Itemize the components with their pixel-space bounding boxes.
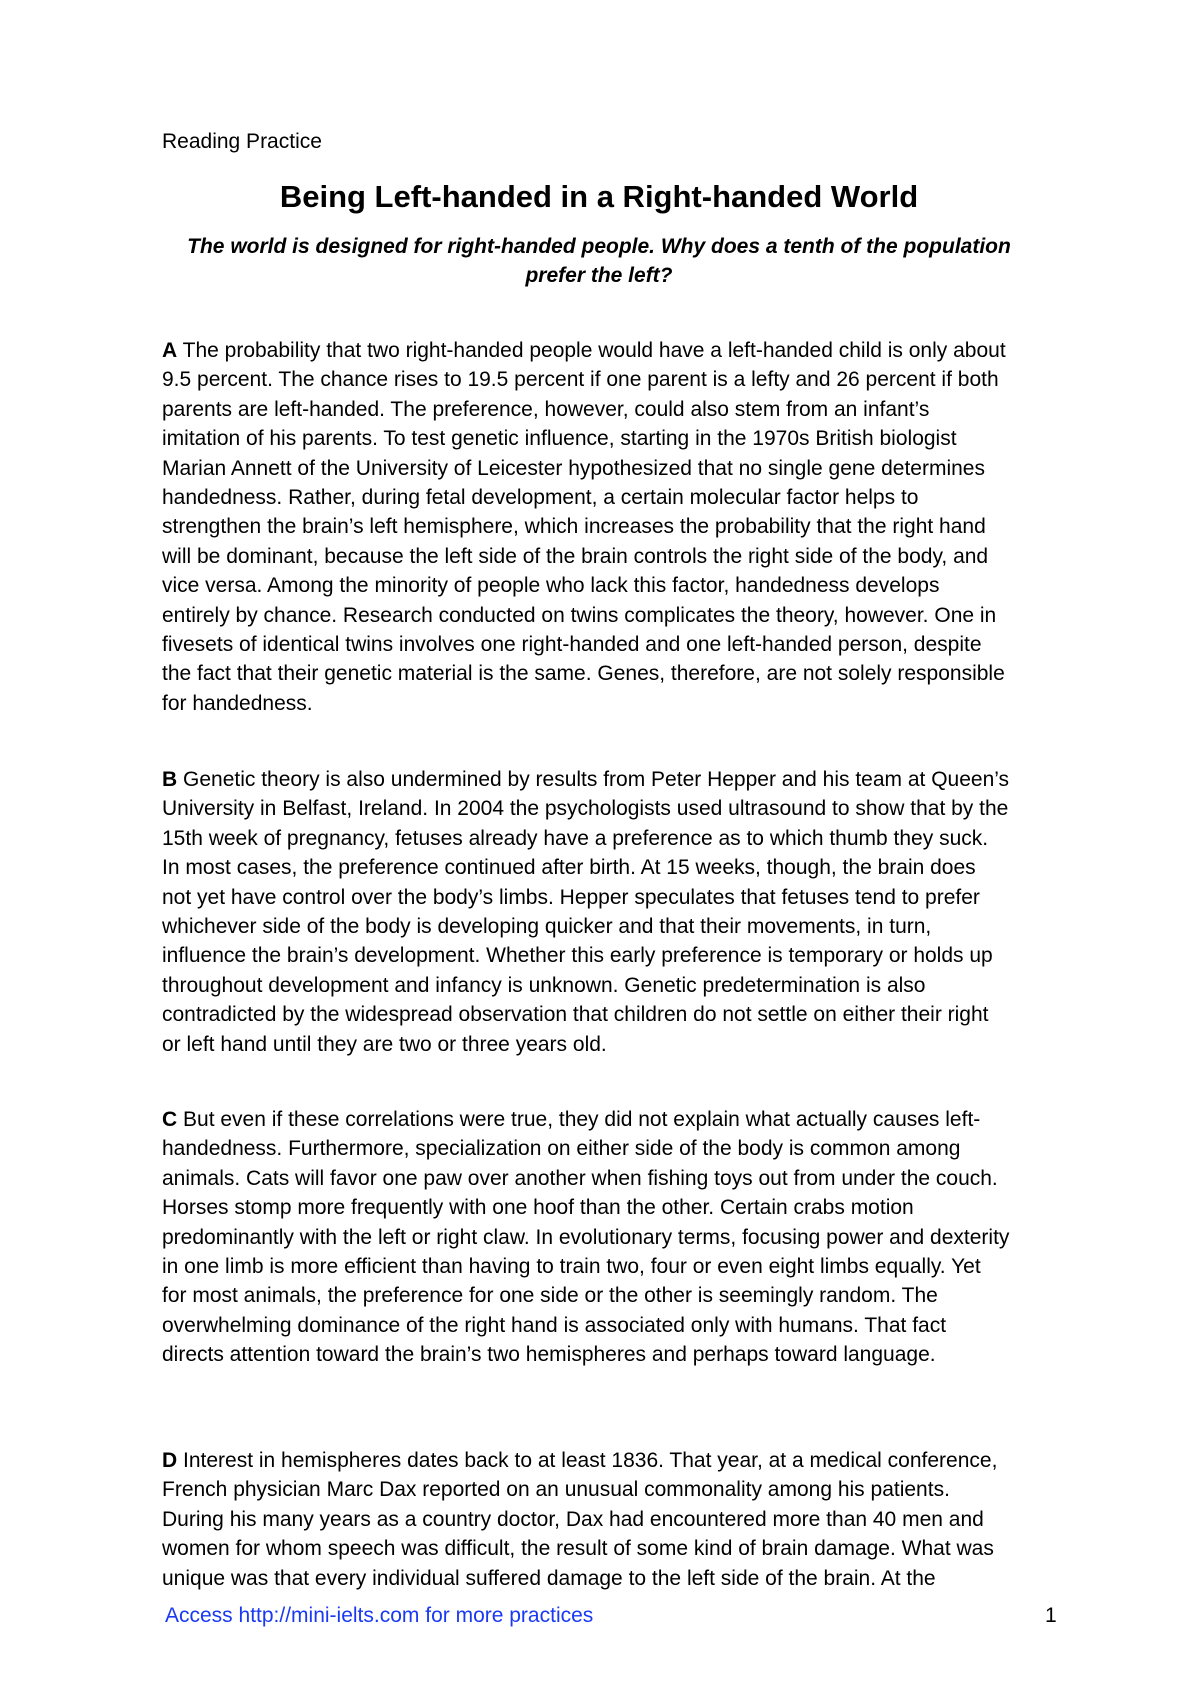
paragraph-line: women for whom speech was difficult, the result of some kind of brain damage. What was	[162, 1537, 994, 1561]
paragraph-line: University in Belfast, Ireland. In 2004 the psychologists used ultrasound to show that by the	[162, 797, 1009, 821]
paragraph-line: for most animals, the preference for one side or the other is seemingly random. The	[162, 1284, 938, 1308]
page-number: 1	[1045, 1604, 1057, 1627]
paragraph-line: the fact that their genetic material is the same. Genes, therefore, are not solely responsible	[162, 662, 1005, 686]
paragraph-line: French physician Marc Dax reported on an unusual commonality among his patients.	[162, 1478, 950, 1502]
paragraph-line: throughout development and infancy is unknown. Genetic predetermination is also	[162, 973, 926, 997]
paragraph-line: During his many years as a country doctor, Dax had encountered more than 40 men and	[162, 1507, 984, 1531]
paragraph-line: or left hand until they are two or three years old.	[162, 1032, 607, 1056]
paragraph-line: influence the brain’s development. Whether this early preference is temporary or holds up	[162, 944, 993, 968]
paragraph-line: whichever side of the body is developing quicker and that their movements, in turn,	[162, 915, 932, 939]
paragraph-line: B Genetic theory is also undermined by results from Peter Hepper and his team at Queen’s	[162, 768, 1010, 791]
paragraph-line: entirely by chance. Research conducted on twins complicates the theory, however. One in	[162, 603, 997, 627]
paragraph-line: overwhelming dominance of the right hand is associated only with humans. That fact	[162, 1313, 947, 1337]
footer-link[interactable]: Access http://mini-ielts.com for more practices	[165, 1604, 594, 1627]
paragraph-line: contradicted by the widespread observation that children do not settle on either their right	[162, 1003, 989, 1027]
paragraph-line: Marian Annett of the University of Leicester hypothesized that no single gene determines	[162, 456, 985, 480]
paragraph-line: for handedness.	[162, 691, 313, 715]
paragraph-line: in one limb is more efficient than having to train two, four or even eight limbs equally. Yet	[162, 1255, 981, 1279]
paragraph-b	[162, 765, 1064, 1059]
paragraph-line: not yet have control over the body’s limbs. Hepper speculates that fetuses tend to prefer	[162, 885, 980, 909]
page-title: Being Left-handed in a Right-handed World	[279, 179, 919, 214]
paragraph-line: predominantly with the left or right claw. In evolutionary terms, focusing power and dexterity	[162, 1225, 1010, 1249]
paragraph-letter: B	[162, 768, 178, 791]
paragraph-line: fivesets of identical twins involves one right-handed and one left-handed person, despite	[162, 633, 982, 657]
paragraph-letter: A	[162, 339, 178, 362]
paragraph-d	[162, 1446, 1064, 1593]
header-label: Reading Practice	[162, 130, 322, 153]
page-subtitle: The world is designed for right-handed people. Why does a tenth of the population prefer the left?	[187, 235, 1011, 287]
paragraph-letter: D	[162, 1449, 178, 1472]
paragraph-a	[162, 336, 1064, 718]
paragraph-letter: C	[162, 1108, 178, 1131]
paragraph-line: strengthen the brain’s left hemisphere, which increases the probability that the right hand	[162, 515, 986, 539]
paragraph-line: animals. Cats will favor one paw over another when fishing toys out from under the couch.	[162, 1166, 998, 1190]
paragraph-line: handedness. Furthermore, specialization on either side of the body is common among	[162, 1137, 961, 1161]
paragraph-line: Horses stomp more frequently with one hoof than the other. Certain crabs motion	[162, 1196, 914, 1220]
paragraph-line: In most cases, the preference continued after birth. At 15 weeks, though, the brain does	[162, 856, 976, 880]
paragraph-line: C But even if these correlations were true, they did not explain what actually causes left-	[162, 1108, 981, 1131]
paragraph-line: vice versa. Among the minority of people who lack this factor, handedness develops	[162, 574, 940, 598]
paragraph-line: imitation of his parents. To test genetic influence, starting in the 1970s British biologist	[162, 427, 957, 451]
paragraph-line: directs attention toward the brain’s two hemispheres and perhaps toward language.	[162, 1343, 936, 1367]
paragraph-line: unique was that every individual suffered damage to the left side of the brain. At the	[162, 1566, 936, 1590]
paragraph-c	[162, 1105, 1064, 1370]
paragraph-line: will be dominant, because the left side of the brain controls the right side of the body, and	[162, 544, 989, 568]
paragraph-line: D Interest in hemispheres dates back to at least 1836. That year, at a medical conference,	[162, 1449, 998, 1472]
paragraph-line: 9.5 percent. The chance rises to 19.5 percent if one parent is a lefty and 26 percent if both	[162, 368, 999, 392]
paragraph-line: handedness. Rather, during fetal development, a certain molecular factor helps to	[162, 486, 919, 510]
paragraph-line: A The probability that two right-handed people would have a left-handed child is only about	[162, 339, 1006, 362]
paragraph-line: parents are left-handed. The preference, however, could also stem from an infant’s	[162, 397, 930, 421]
paragraph-line: 15th week of pregnancy, fetuses already have a preference as to which thumb they suck.	[162, 826, 989, 850]
